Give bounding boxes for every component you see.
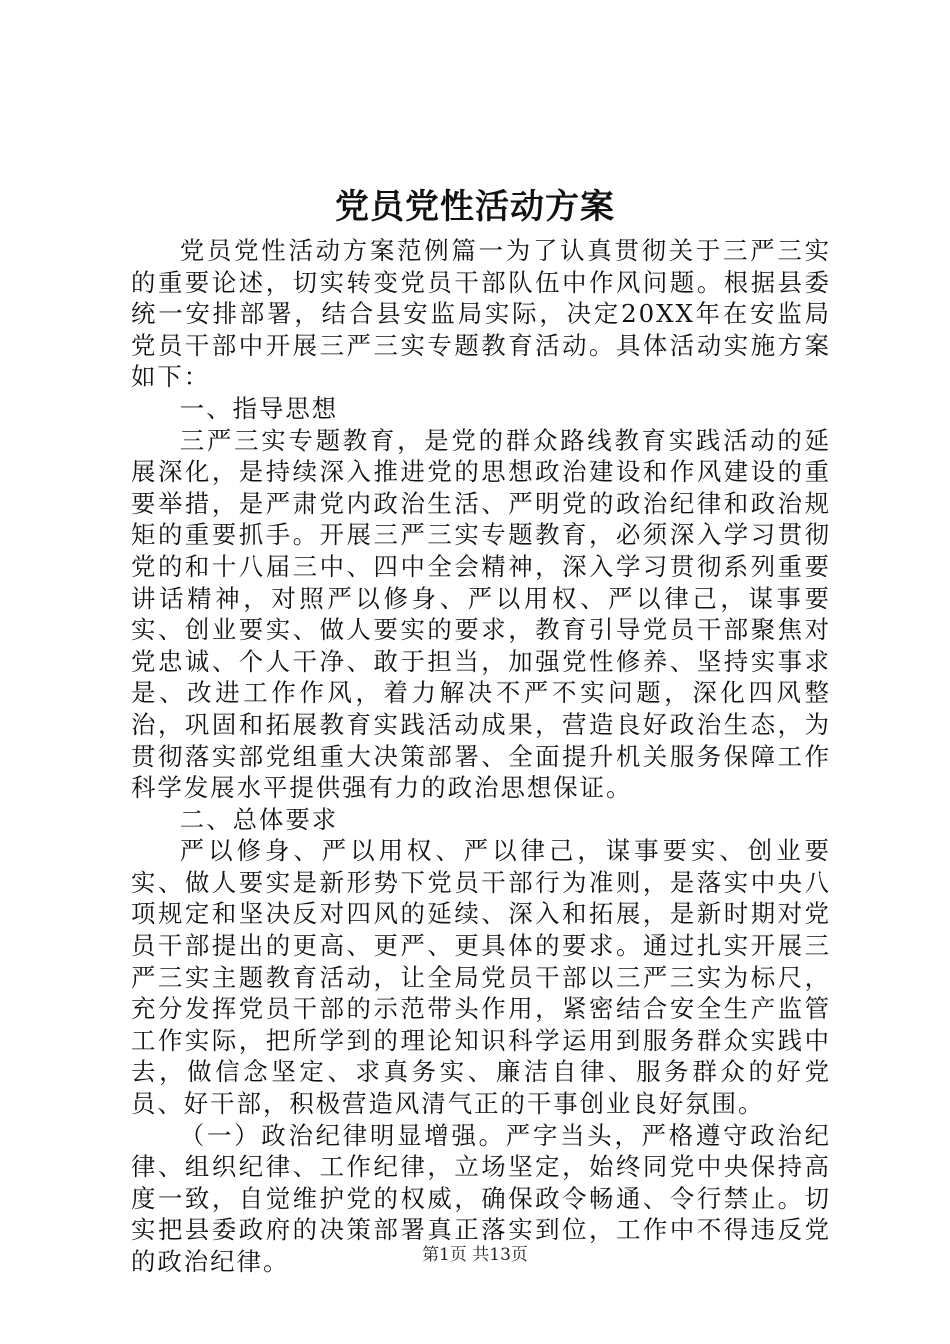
paragraph-intro: 党员党性活动方案范例篇一为了认真贯彻关于三严三实的重要论述，切实转变党员干部队伍中作风问题。根据县委统一安排部署，结合县安监局实际，决定20XX年在安监局党员干部中开展三严三实专题教育活动。具体活动实施方案如下： — [131, 236, 831, 392]
paragraph-guiding-ideology: 三严三实专题教育，是党的群众路线教育实践活动的延展深化，是持续深入推进党的思想政治建设和作风建设的重要举措，是严肃党内政治生活、严明党的政治纪律和政治规矩的重要抓手。开展三严三实专题教育，必须深入学习贯彻党的和十八届三中、四中全会精神，深入学习贯彻系列重要讲话精神，对照严以修身、严以用权、严以律己，谋事要实、创业要实、做人要实的要求，教育引导党员干部聚焦对党忠诚、个人干净、敢于担当，加强党性修养、坚持实事求是、改进工作作风，着力解决不严不实问题，深化四风整治，巩固和拓展教育实践活动成果，营造良好政治生态，为贯彻落实部党组重大决策部署、全面提升机关服务保障工作科学发展水平提供强有力的政治思想保证。 — [131, 425, 831, 803]
section-heading-overall-requirements: 二、总体要求 — [179, 804, 339, 834]
section-heading-guiding-ideology: 一、指导思想 — [179, 393, 339, 423]
paragraph-overall-requirements: 严以修身、严以用权、严以律己，谋事要实、创业要实、做人要实是新形势下党员干部行为准则，是落实中央八项规定和坚决反对四风的延续、深入和拓展，是新时期对党员干部提出的更高、更严、更具体的要求。通过扎实开展三严三实主题教育活动，让全局党员干部以三严三实为标尺，充分发挥党员干部的示范带头作用，紧密结合安全生产监管工作实际，把所学到的理论知识科学运用到服务群众实践中去，做信念坚定、求真务实、廉洁自律、服务群众的好党员、好干部，积极营造风清气正的干事创业良好氛围。 — [131, 836, 831, 1119]
document-title: 党员党性活动方案 — [335, 187, 615, 227]
paragraph-political-discipline: （一）政治纪律明显增强。严字当头，严格遵守政治纪律、组织纪律、工作纪律，立场坚定，始终同党中央保持高度一致，自觉维护党的权威，确保政令畅通、令行禁止。切实把县委政府的决策部署真正落实到位，工作中不得违反党的政治纪律。 — [131, 1120, 831, 1276]
page-number: 第1页 共13页 — [422, 1245, 528, 1265]
document-body — [131, 235, 831, 1278]
